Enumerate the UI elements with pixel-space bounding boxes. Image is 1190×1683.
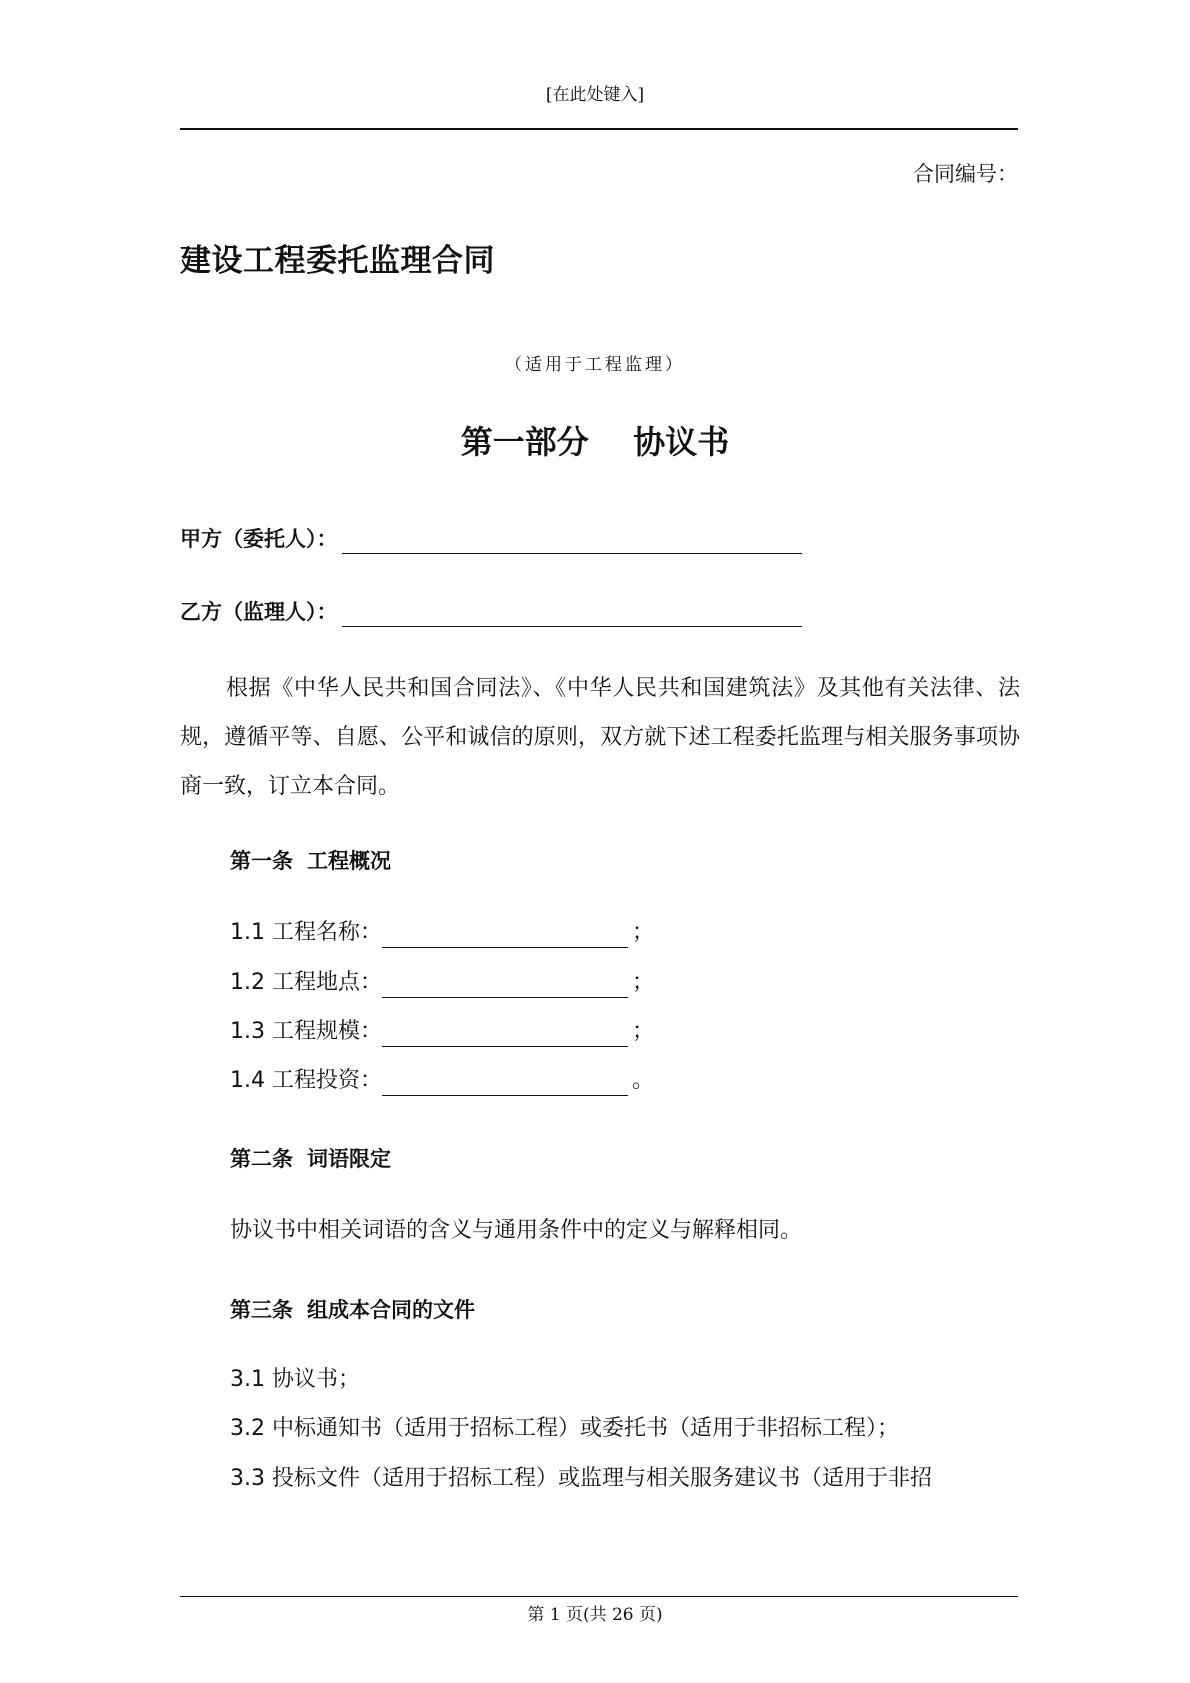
party-a-label: 甲方（委托人）：: [180, 527, 338, 551]
article-2-number: 第二条: [230, 1147, 293, 1171]
item-1-4: [230, 1066, 654, 1096]
article-2-heading: [230, 1145, 391, 1173]
footer-divider: [180, 1596, 1018, 1597]
preamble-paragraph: 根据《中华人民共和国合同法》、《中华人民共和国建筑法》及其他有关法律、法规，遵循平等、自愿、公平和诚信的原则，双方就下述工程委托监理与相关服务事项协商一致，订立本合同。: [180, 676, 1020, 799]
part-title: 第一部分 协议书: [460, 423, 730, 461]
party-b-line: [180, 597, 802, 627]
item-1-3-label: 1.3 工程规模：: [230, 1019, 382, 1044]
article-2-title: 词语限定: [307, 1147, 391, 1171]
article-3-title: 组成本合同的文件: [307, 1298, 475, 1322]
item-1-4-label: 1.4 工程投资：: [230, 1068, 382, 1093]
item-1-4-end: 。: [631, 1068, 654, 1093]
header-divider: [180, 128, 1018, 130]
article-3-heading: [230, 1296, 475, 1324]
item-1-1-end: ；: [631, 920, 654, 945]
item-1-3-blank[interactable]: [382, 1022, 628, 1047]
item-1-2-label: 1.2 工程地点：: [230, 970, 382, 995]
party-b-label: 乙方（监理人）：: [180, 600, 338, 624]
article-3-number: 第三条: [230, 1298, 293, 1322]
article-1-title: 工程概况: [307, 849, 391, 873]
article-1-heading: [230, 847, 391, 875]
document-title: 建设工程委托监理合同: [180, 243, 495, 279]
party-b-blank[interactable]: [342, 602, 802, 627]
item-1-2: [230, 968, 654, 998]
party-a-line: [180, 524, 802, 554]
item-1-1-blank[interactable]: [382, 923, 628, 948]
article-1-number: 第一条: [230, 849, 293, 873]
item-1-1: [230, 918, 654, 948]
contract-number-label: 合同编号：: [913, 162, 1018, 186]
item-1-2-blank[interactable]: [382, 973, 628, 998]
page-number: 第 1 页(共 26 页): [527, 1605, 663, 1625]
article-3-item-2: 3.2 中标通知书（适用于招标工程）或委托书（适用于非招标工程）；: [230, 1416, 899, 1441]
party-a-blank[interactable]: [342, 529, 802, 554]
item-1-1-label: 1.1 工程名称：: [230, 920, 382, 945]
article-3-item-3: 3.3 投标文件（适用于招标工程）或监理与相关服务建议书（适用于非招: [230, 1466, 932, 1491]
scope-note: （适用于工程监理）: [505, 355, 685, 375]
item-1-2-end: ；: [631, 970, 654, 995]
item-1-3-end: ；: [631, 1019, 654, 1044]
page-header: [在此处键入]: [545, 85, 645, 105]
item-1-3: [230, 1017, 654, 1047]
item-1-4-blank[interactable]: [382, 1071, 628, 1096]
article-3-item-1: 3.1 协议书；: [230, 1367, 360, 1392]
article-2-body: 协议书中相关词语的含义与通用条件中的定义与解释相同。: [230, 1218, 803, 1243]
